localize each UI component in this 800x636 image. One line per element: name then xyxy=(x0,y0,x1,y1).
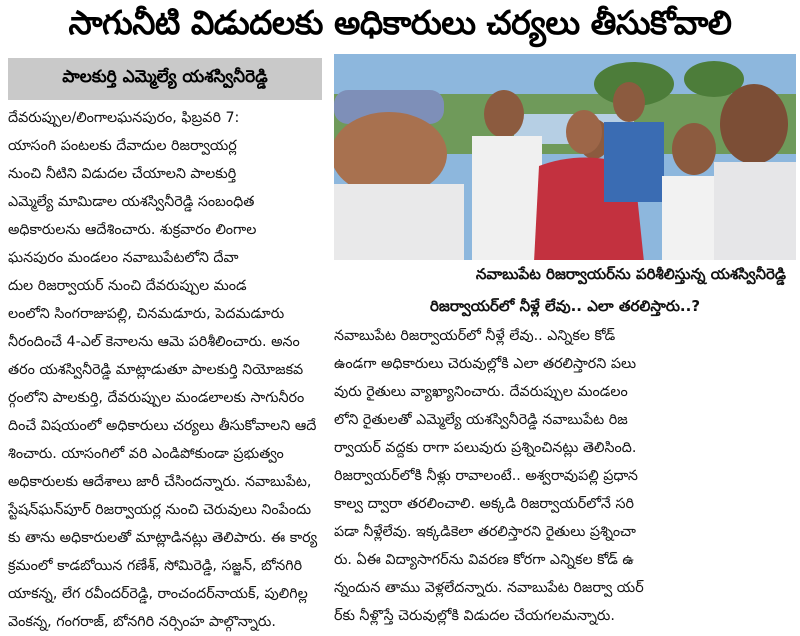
article-line: దేవరుప్పుల/లింగాలఘనపురం, ఫిబ్రవరి 7: xyxy=(8,110,240,126)
article-line: దించే విషయంలో అధికారులు చర్యలు తీసుకోవాలని ఆదే xyxy=(8,418,317,434)
headline: సాగునీటి విడుదలకు అధికారులు చర్యలు తీసుకోవాలి xyxy=(68,2,732,42)
article-line: పడా నీళ్లేలేవు. ఇక్కడికెలా తరలిస్తారని రైతులు ప్రశ్నించా xyxy=(334,524,636,540)
article-line: నుంచి నీటిని విడుదల చేయాలని పాలకుర్తి xyxy=(8,166,237,182)
article-line: ఎమ్మెల్యే మామిడాల యశస్వినీరెడ్డి సంబంధిత xyxy=(8,194,255,210)
article-line: క్రమంలో కాడబోయిన గణేశ్, సోమిరెడ్డి, సజ్జన్, బోనగిరి xyxy=(8,558,303,574)
article-line: కాల్వ ద్వారా తరలించాలి. అక్కడి రిజర్వాయర్‌లోనే సరి xyxy=(334,496,635,512)
right-article-column xyxy=(334,322,796,630)
article-line: కు తాను అధికారులతో మాట్లాడినట్లు తెలిపారు. ఈ కార్య xyxy=(8,530,318,546)
right-subheading: రిజర్వాయర్‌లో నీళ్లే లేవు.. ఎలా తరలిస్తారు..? xyxy=(429,297,701,315)
article-line: లోని రైతులతో ఎమ్మెల్యే యశస్వినీరెడ్డి నవాబుపేట రిజ xyxy=(334,412,628,428)
article-line: వురు రైతులు వ్యాఖ్యానించారు. దేవరుప్పుల మండలం xyxy=(334,384,628,400)
photo-caption xyxy=(334,260,796,292)
article-line: అధికారులను ఆదేశించారు. శుక్రవారం లింగాల xyxy=(8,222,257,238)
article-line: శించారు. యాసంగిలో వరి ఎండిపోకుండా ప్రభుత్వం xyxy=(8,446,284,462)
article-line: దుల రిజర్వాయర్ నుంచి దేవరుప్పుల మండ xyxy=(8,278,247,294)
article-line: ర్గంలోని పాలకుర్తి, దేవరుప్పుల మండలాలకు సాగునీరం xyxy=(8,390,305,406)
byline-box xyxy=(8,58,322,100)
article-line: ఘనపురం మండలం నవాబుపేటలోని దేవా xyxy=(8,250,239,266)
article-line: యాకన్న, లేగ రవీందర్‌రెడ్డి, రాంచందర్‌నాయక్, పులిగిల్ల xyxy=(8,586,308,602)
left-article-column xyxy=(8,104,328,636)
article-line: ర్‌కు నీళ్లొస్తే చెరువుల్లోకి విడుదల చేయగలమన్నారు. xyxy=(334,608,615,624)
article-line: ర్వాయర్ వద్దకు రాగా పలువురు ప్రశ్నించినట్లు తెలిసింది. xyxy=(334,440,637,456)
article-line: యాసంగి పంటలకు దేవాదుల రిజర్వాయర్ల xyxy=(8,138,237,154)
news-photo xyxy=(334,54,796,262)
article-line: నీరందించే 4-ఎల్ కెనాలను ఆమె పరిశీలించారు. అనం xyxy=(8,334,300,350)
article-line: వెంకన్న, గంగరాజ్, బోనగిరి నర్సింహ పాల్గొన్నారు. xyxy=(8,614,276,630)
article-line: రిజర్వాయర్‌లోకి నీళ్లు రావాలంటే.. అశ్వరావుపల్లి ప్రధాన xyxy=(334,468,638,484)
article-line: ఉండగా అధికారులు చెరువుల్లోకి ఎలా తరలిస్తారని పలు xyxy=(334,356,637,372)
byline: పాలకుర్తి ఎమ్మెల్యే యశస్వినీరెడ్డి xyxy=(62,67,268,87)
article-line: నవాబుపేట రిజర్వాయర్‌లో నీళ్లే లేవు.. ఎన్నికల కోడ్ xyxy=(334,328,616,344)
article-line: స్టేషన్‌ఘన్‌పూర్ రిజర్వాయర్ల నుంచి చెరువులు నింపేందు xyxy=(8,502,312,518)
article-line: రు. ఏఈ విద్యాసాగర్‌ను వివరణ కోరగా ఎన్నికల కోడ్ ఉ xyxy=(334,552,634,568)
article-line: న్నందున తాము వెళ్లలేదన్నారు. నవాబుపేట రిజర్వా యర్ xyxy=(334,580,644,596)
news-photo-illustration xyxy=(334,54,796,262)
photo-caption-text: నవాబుపేట రిజర్వాయర్‌ను పరిశీలిస్తున్న యశస్వినీరెడ్డి xyxy=(475,265,786,283)
article-line: తరం యశస్వినీరెడ్డి మాట్లాడుతూ పాలకుర్తి నియోజకవ xyxy=(8,362,304,378)
article-line: లంలోని సింగరాజుపల్లి, చినమడూరు, పెదమడూరు xyxy=(8,306,285,322)
article-line: అధికారులకు ఆదేశాలు జారీ చేసిందన్నారు. నవాబుపేట, xyxy=(8,474,312,490)
